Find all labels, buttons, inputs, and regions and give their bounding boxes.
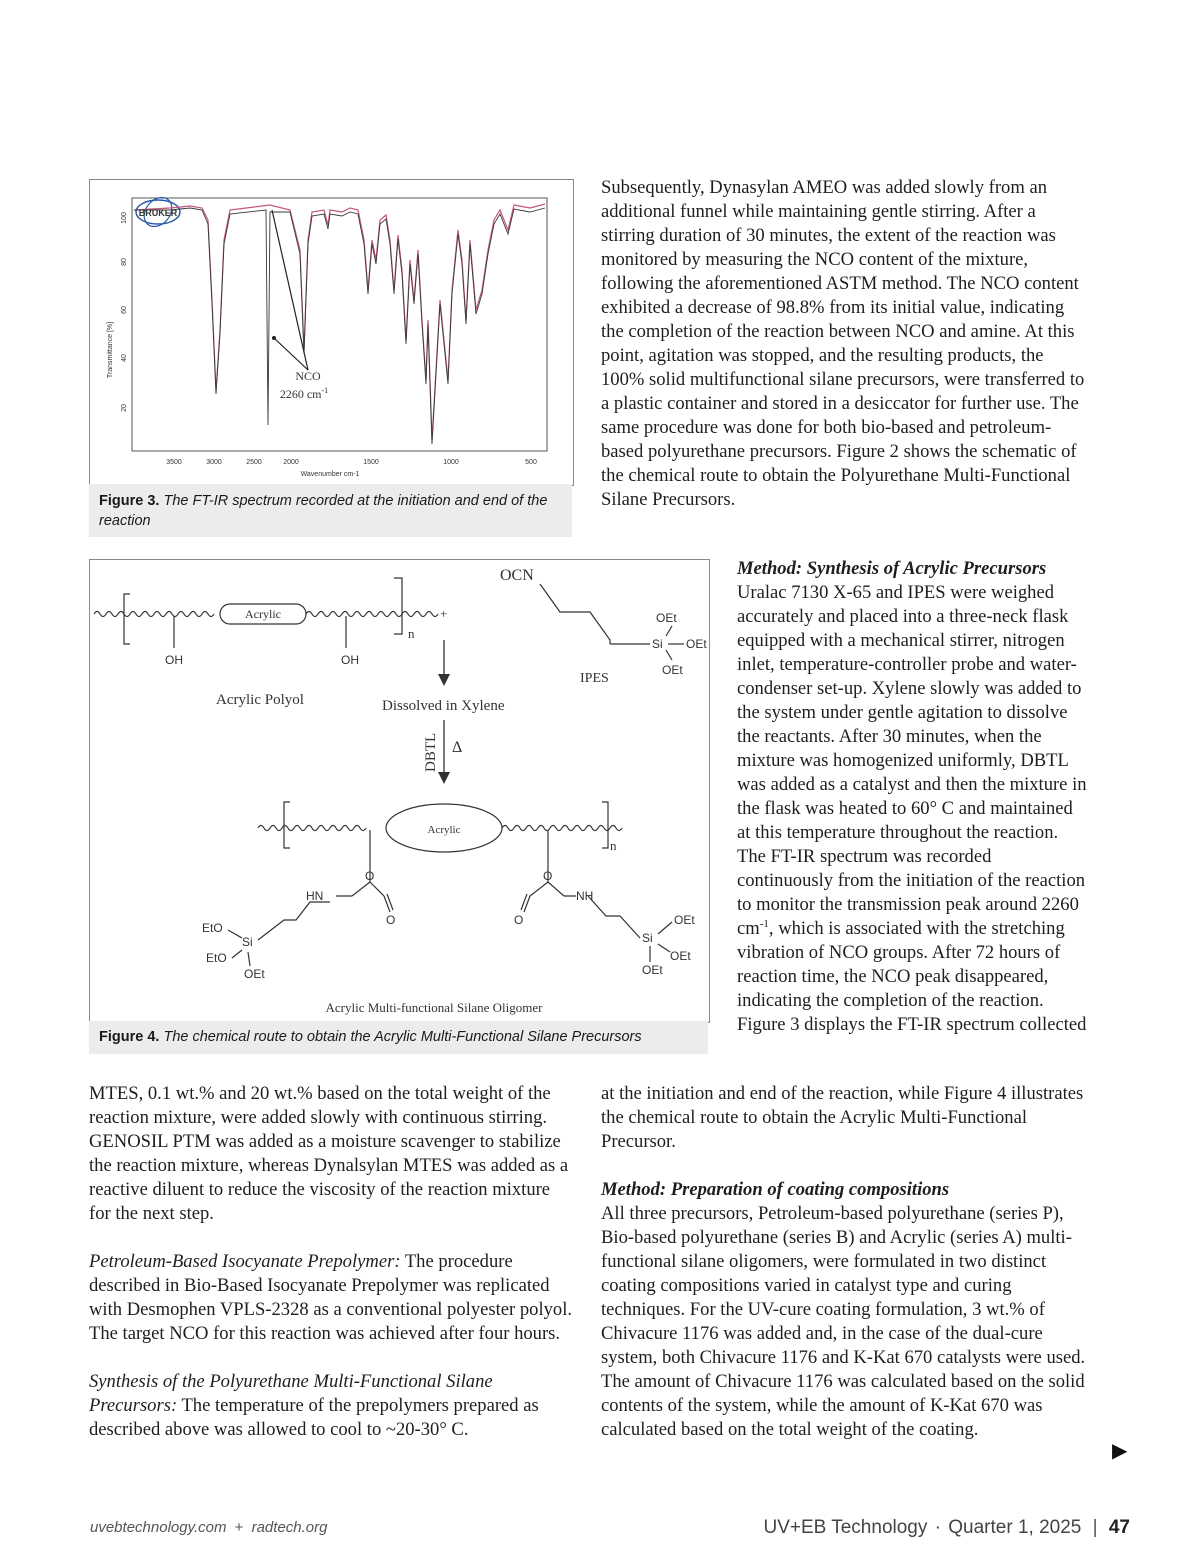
figure-3-caption bbox=[89, 484, 572, 537]
figure-3-caption-text: The FT-IR spectrum recorded at the initiation and end of the reaction bbox=[99, 493, 548, 529]
y-tick-labels bbox=[121, 212, 128, 412]
left-bottom-column bbox=[89, 1082, 575, 1442]
hn-label: HN bbox=[306, 889, 324, 903]
coating-method-heading: Method: Preparation of coating compositions bbox=[601, 1179, 950, 1200]
y-tick: 60 bbox=[121, 306, 128, 314]
eto-label: EtO bbox=[202, 921, 223, 935]
oet-label: OEt bbox=[656, 611, 677, 625]
x-tick: 3500 bbox=[166, 459, 182, 466]
si-label: Si bbox=[242, 935, 253, 949]
x-axis-label: Wavenumber cm-1 bbox=[300, 471, 360, 478]
footer-websites: uvebtechnology.com + radtech.org bbox=[90, 1519, 328, 1536]
acrylic-method-text: Uralac 7130 X-65 and IPES were weighed accurately and placed into a three-neck flask equipped with a mechanical stirrer, nitrogen inlet, temperature-controller probe and water-condenser set-up. Xylene slowly was added to the system under gentle agitation to dissolve the reactants. After 30 minutes, when the mixture was homogenized uniformly, DBTL was added as a catalyst and then the mixture in the flask was heated to 60° C and maintained at this temperature throughout the reaction. The FT-IR spectrum was recorded continuously from the initiation of the reaction to monitor the transmission peak around 2260 $cm^{-1}$, which is associated with the stretching vibration of NCO groups. After 72 hours of reaction time, the NCO peak disappeared, indicating the completion of the reaction. Figure 3 displays the FT-IR spectrum collected bbox=[737, 582, 1087, 1035]
footer-link-radtech[interactable]: radtech.org bbox=[251, 1519, 328, 1536]
oligomer-structure bbox=[258, 802, 640, 940]
ftir-spectrum-chart bbox=[90, 180, 573, 485]
heat-delta-symbol: Δ bbox=[452, 739, 463, 756]
spectrum-trace-start bbox=[134, 208, 545, 444]
left-paragraph-3: Synthesis of the Polyurethane Multi-Functional Silane Precursors: The temperature of the prepolymers prepared as described above was allowed to cool to ~20-30° C. bbox=[89, 1371, 539, 1440]
x-tick: 2000 bbox=[283, 459, 299, 466]
x-tick: 500 bbox=[525, 459, 537, 466]
y-tick: 20 bbox=[121, 404, 128, 412]
spectrum-trace-end bbox=[134, 204, 545, 440]
y-tick: 100 bbox=[121, 212, 128, 224]
arrow-head bbox=[438, 674, 450, 686]
figure-4-scheme bbox=[89, 559, 710, 1023]
acrylic-method-continuation: at the initiation and end of the reaction, while Figure 4 illustrates the chemical route to obtain the Acrylic Multi-Functional Precursor. bbox=[601, 1083, 1084, 1152]
page-number: 47 bbox=[1108, 1517, 1130, 1538]
left-paragraph-1: MTES, 0.1 wt.% and 20 wt.% based on the total weight of the reaction mixture, were added slowly with continuous stirring. GENOSIL PTM was added as a moisture scavenger to stabilize the reaction mixture, whereas Dynalsylan MTES was added as a reactive diluent to reduce the viscosity of the reaction mixture for the next step. bbox=[89, 1083, 569, 1224]
left-paragraph-2: Petroleum-Based Isocyanate Prepolymer: The procedure described in Bio-Based Isocyanate Prepolymer was replicated with Desmophen VPLS-2328 as a conventional polyester polyol. The target NCO for this reaction was achieved after four hours. bbox=[89, 1251, 573, 1344]
eto-label: EtO bbox=[206, 951, 227, 965]
acrylic-method-heading: Method: Synthesis of Acrylic Precursors bbox=[737, 558, 1047, 579]
x-tick-labels bbox=[166, 459, 537, 466]
x-tick: 2500 bbox=[246, 459, 262, 466]
y-axis-label: Transmittance [%] bbox=[107, 321, 114, 379]
publication-name: UV+EB Technology bbox=[763, 1517, 928, 1538]
petroleum-prepolymer-heading: Petroleum-Based Isocyanate Prepolymer: bbox=[89, 1251, 401, 1272]
footer-link-uvebtechnology[interactable]: uvebtechnology.com bbox=[90, 1519, 227, 1536]
continue-arrow-icon: ▶ bbox=[1112, 1438, 1128, 1462]
bruker-logo-text: BRUKER bbox=[138, 208, 178, 218]
repeat-n-label: n bbox=[408, 626, 415, 641]
nco-arrow-mid bbox=[274, 338, 308, 370]
ocn-label: OCN bbox=[500, 567, 534, 584]
figure-4-caption-text: The chemical route to obtain the Acrylic Multi-Functional Silane Precursors bbox=[163, 1029, 642, 1045]
oet-label: OEt bbox=[244, 967, 265, 981]
oet-label: OEt bbox=[670, 949, 691, 963]
acrylic-label-top: Acrylic bbox=[245, 607, 281, 621]
right-top-paragraph: Subsequently, Dynasylan AMEO was added slowly from an additional funnel while maintaining gentle stirring. After a stirring duration of 30 minutes, the extent of the reaction was monitored by measuring the NCO content of the mixture, following the aforementioned ASTM method. The NCO content exhibited a decrease of 98.8% from its initial value, indicating the completion of the reaction between NCO and amine. At this point, agitation was stopped, and the resulting products, the 100% solid multifunctional silane precursors, were transferred to a plastic container and stored in a desiccator for further use. The same procedure was done for both bio-based and petroleum-based polyurethane precursors. Figure 2 shows the schematic of the chemical route to obtain the Polyurethane Multi-Functional Silane Precursors. bbox=[601, 177, 1085, 510]
y-tick: 40 bbox=[121, 354, 128, 362]
right-bottom-column bbox=[601, 1082, 1086, 1442]
ipes-label: IPES bbox=[580, 671, 609, 686]
carbonyl-o-label: O bbox=[386, 913, 396, 927]
ester-o-label: O bbox=[543, 869, 553, 883]
nco-annotation-label: NCO bbox=[295, 369, 321, 383]
oet-label: OEt bbox=[642, 963, 663, 977]
footer-publication: UV+EB Technology · Quarter 1, 2025 | 47 bbox=[763, 1517, 1130, 1538]
acrylic-label-core: Acrylic bbox=[427, 824, 461, 836]
ipes-chain bbox=[540, 584, 610, 644]
x-tick: 1500 bbox=[363, 459, 379, 466]
figure-4-caption-label: Figure 4. bbox=[99, 1029, 160, 1045]
oet-label: OEt bbox=[686, 637, 707, 651]
plus-sign: + bbox=[440, 606, 448, 621]
figure-3-caption-label: Figure 3. bbox=[99, 493, 160, 509]
oet-label: OEt bbox=[662, 663, 683, 677]
arrow-head bbox=[438, 772, 450, 784]
y-tick: 80 bbox=[121, 258, 128, 266]
si-label: Si bbox=[642, 931, 653, 945]
si-label: Si bbox=[652, 637, 663, 651]
x-tick: 1000 bbox=[443, 459, 459, 466]
oh-label: OH bbox=[341, 653, 359, 667]
repeat-n-label: n bbox=[610, 838, 617, 853]
publication-issue: Quarter 1, 2025 bbox=[948, 1517, 1082, 1538]
nco-arrow-top bbox=[272, 210, 308, 370]
nh-label: NH bbox=[576, 889, 594, 903]
nco-annotation-wavenumber: 2260 $cm^{-1}$ bbox=[279, 386, 329, 401]
acrylic-polyol-label: Acrylic Polyol bbox=[216, 692, 304, 708]
x-tick: 3000 bbox=[206, 459, 222, 466]
oh-label: OH bbox=[165, 653, 183, 667]
carbonyl-o-label: O bbox=[514, 913, 524, 927]
coating-method-text: All three precursors, Petroleum-based polyurethane (series P), Bio-based polyurethane (series B) and Acrylic (series A) multi-functional silane oligomers, were formulated in two distinct coating compositions varied in catalyst type and curing techniques. For the UV-cure coating formulation, 3 wt.% of Chivacure 1176 was added and, in the case of the dual-cure system, both Chivacure 1176 and K-Kat 670 catalysts were used. The amount of Chivacure 1176 was calculated based on the solid contents of the system, while the amount of K-Kat 670 was calculated based on the total weight of the coating. bbox=[601, 1203, 1086, 1440]
oet-label: OEt bbox=[674, 913, 695, 927]
pu-precursors-heading: Synthesis of the Polyurethane Multi-Functional Silane Precursors: bbox=[89, 1371, 493, 1416]
dbtl-label: DBTL bbox=[423, 732, 439, 772]
oligomer-label: Acrylic Multi-functional Silane Oligomer bbox=[325, 1000, 543, 1015]
dissolved-in-xylene-label: Dissolved in Xylene bbox=[382, 698, 505, 714]
figure-4-caption bbox=[89, 1021, 708, 1054]
acrylic-reaction-scheme bbox=[90, 560, 709, 1022]
figure-3-spectrum bbox=[89, 179, 574, 486]
si-bonds bbox=[610, 626, 684, 660]
plot-frame bbox=[132, 198, 547, 451]
acrylic-method-section bbox=[737, 557, 1087, 1037]
ester-o-label: O bbox=[365, 869, 375, 883]
